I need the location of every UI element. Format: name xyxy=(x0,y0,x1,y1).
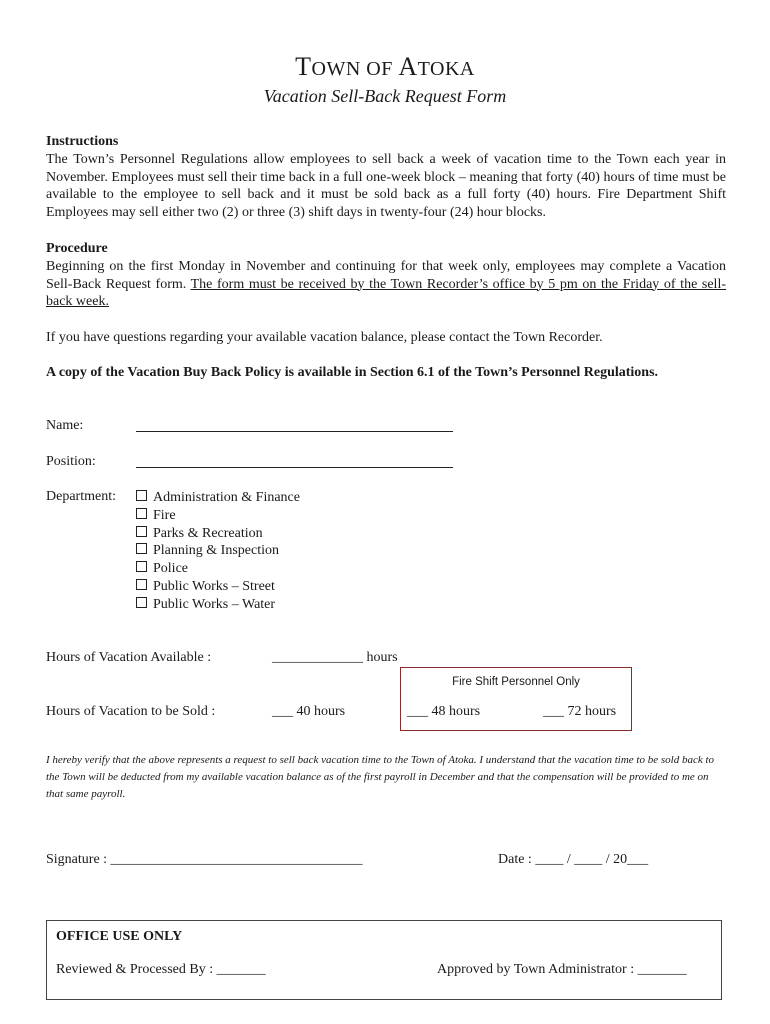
option-40-hours[interactable]: ___ 40 hours xyxy=(272,704,346,719)
department-option[interactable]: Parks & Recreation xyxy=(136,525,300,543)
fire-shift-label: Fire Shift Personnel Only xyxy=(452,676,580,688)
procedure-text: Beginning on the first Monday in November and continuing for that week only, employees may complete a Vacation Sell-Back Request form. The form must be received by the Town Recorder’s office by 5 pm on the Friday of the sell-back week. xyxy=(46,258,727,310)
checkbox[interactable] xyxy=(136,579,147,590)
procedure-section xyxy=(46,240,726,311)
department-option[interactable]: Fire xyxy=(136,507,300,525)
date-field[interactable]: Date : ____ / ____ / 20___ xyxy=(498,852,649,867)
procedure-deadline: The form must be received by the Town Recorder’s office by 5 pm on the Friday of the sell-back week. xyxy=(46,276,727,310)
policy-note: A copy of the Vacation Buy Back Policy is available in Section 6.1 of the Town’s Personnel Regulations. xyxy=(46,365,659,380)
verification-statement: I hereby verify that the above represents a request to sell back vacation time to the Town of Atoka. I understand that the vacation time to be sold back to the Town will be deducted from my available vacation balance as of the first payroll in December and that the compensation will be provided to me on that same payroll. xyxy=(46,754,715,800)
checkbox[interactable] xyxy=(136,490,147,501)
questions-text: If you have questions regarding your available vacation balance, please contact the Town Recorder. xyxy=(46,330,603,345)
position-label: Position: xyxy=(46,454,96,469)
hours-sold-label: Hours of Vacation to be Sold : xyxy=(46,704,216,719)
checkbox[interactable] xyxy=(136,597,147,608)
procedure-heading: Procedure xyxy=(46,241,108,256)
hours-available-label: Hours of Vacation Available : xyxy=(46,650,212,665)
form-subtitle: Vacation Sell-Back Request Form xyxy=(263,86,507,106)
reviewed-by-field[interactable]: Reviewed & Processed By : _______ xyxy=(56,962,266,977)
department-options xyxy=(136,489,300,614)
option-48-hours[interactable]: ___ 48 hours xyxy=(407,704,481,719)
department-option[interactable]: Police xyxy=(136,560,300,578)
checkbox[interactable] xyxy=(136,508,147,519)
hours-available-field[interactable]: _____________ hours xyxy=(272,650,398,665)
department-option[interactable]: Public Works – Water xyxy=(136,596,300,614)
checkbox[interactable] xyxy=(136,561,147,572)
form-title: TOWN OF ATOKA xyxy=(295,52,475,81)
department-option[interactable]: Public Works – Street xyxy=(136,578,300,596)
option-72-hours[interactable]: ___ 72 hours xyxy=(543,704,617,719)
instructions-section xyxy=(46,133,726,222)
position-field[interactable] xyxy=(136,467,453,468)
name-label: Name: xyxy=(46,418,84,433)
signature-field[interactable]: Signature : ____________________________________ xyxy=(46,852,363,867)
instructions-text: The Town’s Personnel Regulations allow employees to sell back a week of vacation time to the Town each year in November. Employees must sell their time back in a full one-week block – meaning that forty (40) hours of time must be available to the employee to sell back and it must be sold back as a full forty (40) hours. Fire Department Shift Employees may sell either two (2) or three (3) shift days in twenty-four (24) hour blocks. xyxy=(46,151,726,221)
office-use-heading: OFFICE USE ONLY xyxy=(56,929,183,944)
instructions-heading: Instructions xyxy=(46,134,119,149)
department-label: Department: xyxy=(46,489,116,504)
name-field[interactable] xyxy=(136,431,453,432)
department-option[interactable]: Planning & Inspection xyxy=(136,542,300,560)
checkbox[interactable] xyxy=(136,543,147,554)
department-option[interactable]: Administration & Finance xyxy=(136,489,300,507)
checkbox[interactable] xyxy=(136,526,147,537)
approved-by-field[interactable]: Approved by Town Administrator : _______ xyxy=(437,962,687,977)
